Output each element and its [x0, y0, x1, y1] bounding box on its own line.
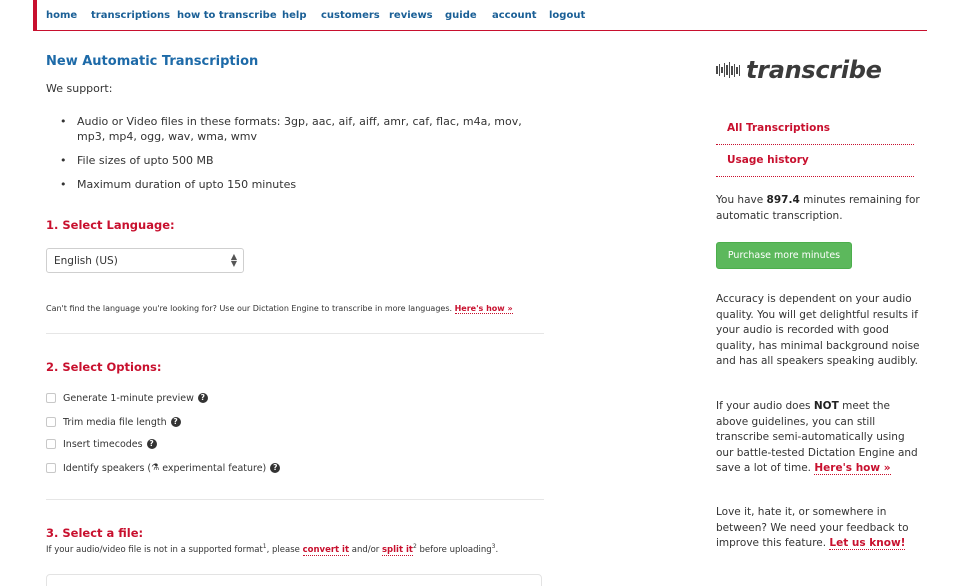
language-note — [46, 304, 513, 313]
transcribe-logo — [716, 56, 882, 84]
timecodes-checkbox[interactable] — [46, 439, 56, 449]
nav-help[interactable]: help — [282, 10, 307, 21]
file-note-text: and/or — [351, 544, 380, 555]
nav-customers[interactable]: customers — [321, 10, 380, 21]
question-circle-icon[interactable]: ? — [171, 417, 181, 427]
supported-list — [60, 114, 540, 201]
language-note-text: Can't find the language you're looking for? Use our Dictation Engine to transcribe in more languages. — [46, 304, 453, 313]
footnote-marker: 3 — [491, 543, 496, 550]
minutes-value: 897.4 — [766, 194, 800, 206]
option-label: Identify speakers ( — [63, 462, 152, 474]
select-file-heading: 3. Select a file: — [46, 526, 144, 540]
option-trim[interactable] — [46, 415, 181, 429]
list-item: • Maximum duration of upto 150 minutes — [60, 177, 540, 192]
nav-how-to-transcribe[interactable]: how to transcribe — [177, 10, 277, 21]
supported-intro: We support: — [46, 82, 113, 95]
experimental-label: experimental feature) — [162, 462, 267, 474]
nav-account[interactable]: account — [492, 10, 537, 21]
feedback-text: Love it, hate it, or somewhere in between? We need your feedback to improve this feature. — [716, 506, 909, 549]
guideline-note — [716, 399, 921, 477]
file-note-text: before uploading — [419, 544, 492, 555]
nav-logout[interactable]: logout — [549, 10, 586, 21]
nav-guide[interactable]: guide — [445, 10, 477, 21]
nav-transcriptions[interactable]: transcriptions — [91, 10, 171, 21]
nav-reviews[interactable]: reviews — [389, 10, 433, 21]
option-timecodes[interactable] — [46, 437, 157, 451]
divider — [46, 333, 544, 334]
trim-checkbox[interactable] — [46, 417, 56, 427]
question-circle-icon[interactable]: ? — [270, 463, 280, 473]
guideline-text: If your audio does — [716, 400, 811, 412]
option-label: Insert timecodes — [63, 438, 143, 450]
divider — [46, 499, 544, 500]
language-select-value: English (US) — [54, 255, 118, 267]
nav-home[interactable]: home — [46, 10, 78, 21]
footnote-marker: 2 — [412, 543, 417, 550]
language-select[interactable] — [46, 248, 244, 273]
option-preview[interactable] — [46, 391, 208, 405]
list-item: • File sizes of upto 500 MB — [60, 153, 540, 168]
logo-text: transcribe — [746, 56, 882, 84]
guideline-heres-how-link[interactable]: Here's how » — [814, 462, 891, 474]
file-note-text: . — [495, 544, 499, 555]
footnote-marker: 1 — [262, 543, 267, 550]
top-nav — [37, 0, 927, 31]
list-item: • Audio or Video files in these formats: 3gp, aac, aif, aiff, amr, caf, flac, m4a, mov, mp3, mp4, ogg, wav, wma, wmv — [60, 114, 540, 144]
waveform-icon — [716, 62, 740, 78]
accuracy-note: Accuracy is dependent on your audio quality. You will get delightful results if your audio is recorded with good quality, has minimal background noise and has all speakers speaking audibly. — [716, 293, 920, 367]
select-options-heading: 2. Select Options: — [46, 360, 162, 374]
all-transcriptions-link[interactable]: All Transcriptions — [716, 121, 914, 145]
file-note-text: If your audio/video file is not in a supported format — [46, 544, 263, 555]
convert-it-link[interactable]: convert it — [302, 544, 350, 555]
guideline-emphasis: NOT — [813, 400, 839, 412]
option-speakers[interactable] — [46, 461, 280, 475]
option-label: Generate 1-minute preview — [63, 392, 194, 404]
file-note-text: , please — [266, 544, 300, 555]
select-arrows-icon: ▲ ▼ — [230, 252, 237, 268]
flask-icon: ⚗ — [151, 463, 160, 473]
split-it-link[interactable]: split it — [382, 544, 413, 555]
question-circle-icon[interactable]: ? — [147, 439, 157, 449]
file-drop-zone[interactable] — [46, 574, 542, 586]
page-title: New Automatic Transcription — [46, 54, 259, 69]
select-language-heading: 1. Select Language: — [46, 218, 175, 232]
speakers-checkbox[interactable] — [46, 463, 56, 473]
usage-history-link[interactable]: Usage history — [716, 153, 914, 177]
minutes-text: minutes remaining for automatic transcription. — [716, 194, 920, 222]
question-circle-icon[interactable]: ? — [198, 393, 208, 403]
let-us-know-link[interactable]: Let us know! — [829, 537, 906, 549]
minutes-text: You have — [716, 194, 764, 206]
guideline-text: meet the above guidelines, you can still transcribe semi-automatically using our battle-tested Dictation Engine and save a lot of time. — [716, 400, 918, 474]
feedback-note — [716, 505, 921, 552]
minutes-remaining — [716, 193, 921, 224]
option-label: Trim media file length — [63, 416, 167, 428]
purchase-minutes-button[interactable]: Purchase more minutes — [716, 242, 852, 269]
file-note — [46, 543, 498, 555]
language-heres-how-link[interactable]: Here's how » — [454, 304, 513, 313]
preview-checkbox[interactable] — [46, 393, 56, 403]
